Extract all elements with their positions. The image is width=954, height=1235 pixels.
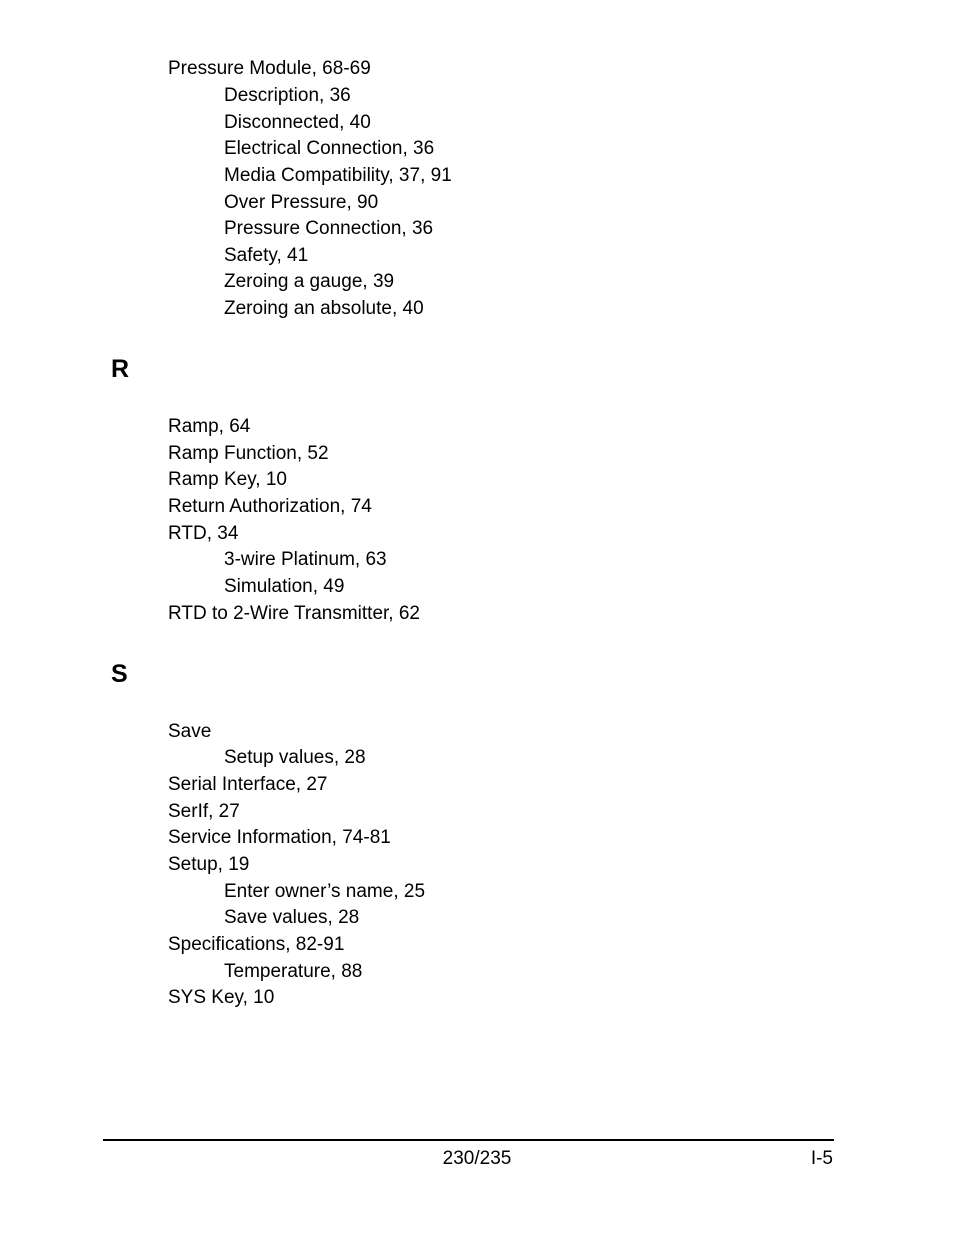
index-entry: Setup, 19 — [168, 854, 250, 875]
index-subentry: Zeroing an absolute, 40 — [224, 298, 424, 319]
index-subentry: Temperature, 88 — [224, 961, 363, 982]
index-entry: Ramp Key, 10 — [168, 469, 287, 490]
section-letter-r: R — [111, 355, 130, 383]
index-entry: RTD to 2-Wire Transmitter, 62 — [168, 603, 420, 624]
index-subentry: 3-wire Platinum, 63 — [224, 549, 387, 570]
index-subentry: Simulation, 49 — [224, 576, 345, 597]
index-entry: SYS Key, 10 — [168, 987, 275, 1008]
index-subentry: Enter owner’s name, 25 — [224, 881, 426, 902]
footer-page-number: I-5 — [810, 1148, 833, 1169]
index-entry: Service Information, 74-81 — [168, 827, 391, 848]
index-entry: Return Authorization, 74 — [168, 496, 372, 517]
index-entry: Save — [168, 721, 212, 742]
section-letter-s: S — [111, 660, 128, 688]
footer-divider — [103, 1139, 834, 1141]
index-entry: Ramp, 64 — [168, 416, 251, 437]
index-entry: Ramp Function, 52 — [168, 443, 329, 464]
index-entry: Serial Interface, 27 — [168, 774, 328, 795]
index-subentry: Setup values, 28 — [224, 747, 366, 768]
index-entry: Pressure Module, 68-69 — [168, 58, 371, 79]
index-subentry: Pressure Connection, 36 — [224, 218, 434, 239]
index-subentry: Description, 36 — [224, 85, 351, 106]
index-subentry: Safety, 41 — [224, 245, 309, 266]
index-subentry: Save values, 28 — [224, 907, 360, 928]
index-subentry: Zeroing a gauge, 39 — [224, 271, 395, 292]
index-entry: Specifications, 82-91 — [168, 934, 345, 955]
index-subentry: Electrical Connection, 36 — [224, 138, 435, 159]
index-subentry: Over Pressure, 90 — [224, 192, 379, 213]
index-entry: RTD, 34 — [168, 523, 239, 544]
index-entry: SerIf, 27 — [168, 801, 240, 822]
index-subentry: Disconnected, 40 — [224, 112, 371, 133]
footer-model: 230/235 — [442, 1148, 512, 1169]
index-subentry: Media Compatibility, 37, 91 — [224, 165, 452, 186]
